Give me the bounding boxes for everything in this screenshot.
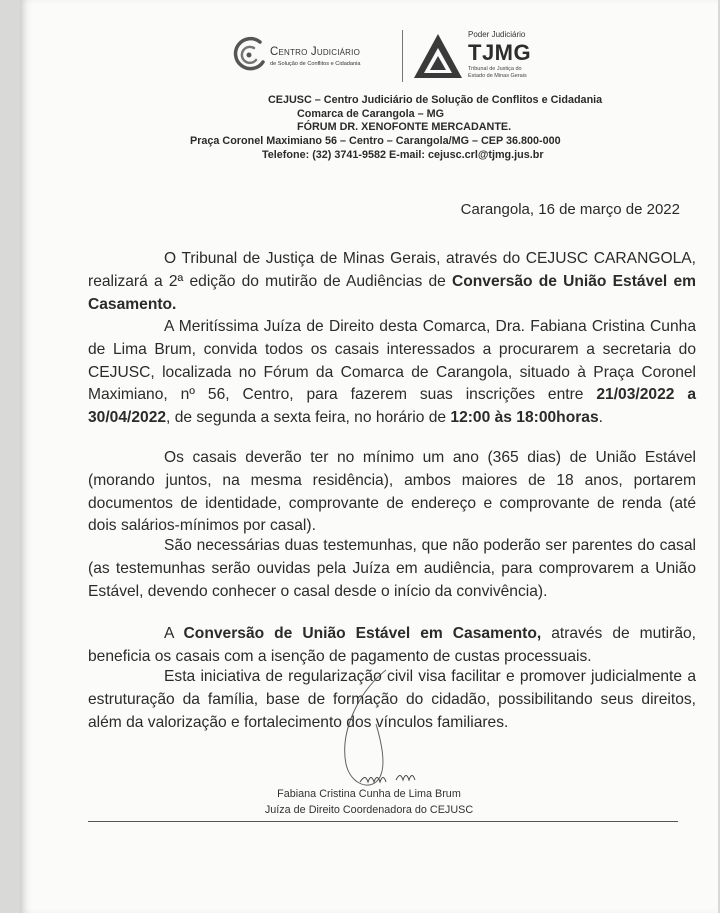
header-line-5: Telefone: (32) 3741-9582 E-mail: cejusc.crl@tjmg.jus.br [262, 149, 544, 161]
cejusc-logo-subtitle: de Solução de Conflitos e Cidadania [270, 61, 361, 67]
paragraph-5-text-a: A [164, 625, 184, 642]
paragraph-6: Esta iniciativa de regularização civil visa facilitar e promover judicialmente a estruturação da família, base de formação do cidadão, possibilitando seus direitos, além da valorização e fortalecimento dos vínculos familiares. [88, 668, 696, 731]
cejusc-emblem-icon [230, 36, 268, 76]
cejusc-logo [230, 36, 400, 76]
cejusc-logo-title: Centro Judiciário [270, 46, 360, 58]
header-line-3: FÓRUM DR. XENOFONTE MERCADANTE. [297, 121, 512, 133]
paragraph-2-text-e: . [598, 409, 603, 427]
paragraph-1-text: O Tribunal de Justiça de Minas Gerais, através do CEJUSC CARANGOLA, realizará a 2ª edição do mutirão de Audiências de [88, 250, 696, 290]
paragraph-2-text-c: , de segunda a sexta feira, no horário de [166, 409, 451, 427]
handwritten-signature [316, 664, 456, 794]
paragraph-3: Os casais deverão ter no mínimo um ano (365 dias) de União Estável (morando juntos, na mesma residência), ambos maiores de 18 anos, portarem documentos de identidade, comprovante de endereço e comprovante de renda (até dois salários-mínimos por casal). [88, 449, 696, 535]
tjmg-triangle-icon [412, 32, 464, 80]
footer-rule [88, 821, 678, 822]
letterhead-logos [230, 28, 560, 86]
document-date: Carangola, 16 de março de 2022 [460, 201, 680, 218]
header-line-2: Comarca de Carangola – MG [297, 108, 445, 120]
signer-name: Fabiana Cristina Cunha de Lima Brum [277, 788, 461, 800]
logo-divider [402, 30, 403, 82]
paragraph-2 [88, 316, 696, 430]
paragraph-5-text-c: através de mutirão, beneficia os casais com a isenção de pagamento de custas processuais. [88, 625, 697, 665]
tjmg-logo [412, 28, 562, 86]
tjmg-subtitle-2: Estado de Minas Gerais [468, 73, 527, 79]
header-line-1: CEJUSC – Centro Judiciário de Solução de Conflitos e Cidadania [268, 94, 603, 106]
paragraph-1 [88, 248, 696, 316]
paragraph-5 [88, 623, 696, 669]
tjmg-subtitle-1: Tribunal de Justiça do [468, 66, 522, 72]
paragraph-5-bold: Conversão de União Estável em Casamento, [183, 625, 542, 642]
document-page [20, 0, 718, 913]
paragraph-4: São necessárias duas testemunhas, que não poderão ser parentes do casal (as testemunhas serão ouvidas pela Juíza em audiência, para comprovarem a União Estável, devendo conhecer o casal desde o início da convivência). [88, 537, 696, 600]
tjmg-name: TJMG [468, 40, 532, 65]
paragraph-2-text-a: A Meritíssima Juíza de Direito desta Comarca, Dra. Fabiana Cristina Cunha de Lima Brum, convida todos os casais interessados a procurarem a secretaria do CEJUSC, localizada no Fórum da Comarca de Carangola, situado à Praça Coronel Maximiano, nº 56, Centro, para fazerem suas inscrições entre [88, 318, 696, 404]
signer-title: Juíza de Direito Coordenadora do CEJUSC [264, 804, 474, 816]
paragraph-2-dates: 21/03/2022 a 30/04/2022 [88, 386, 696, 427]
paragraph-1-bold: Conversão de União Estável em Casamento. [88, 272, 696, 313]
paragraph-2-hours: 12:00 às 18:00horas [450, 409, 599, 427]
header-line-4: Praça Coronel Maximiano 56 – Centro – Carangola/MG – CEP 36.800-000 [190, 135, 561, 147]
tjmg-power-label: Poder Judiciário [468, 30, 526, 39]
